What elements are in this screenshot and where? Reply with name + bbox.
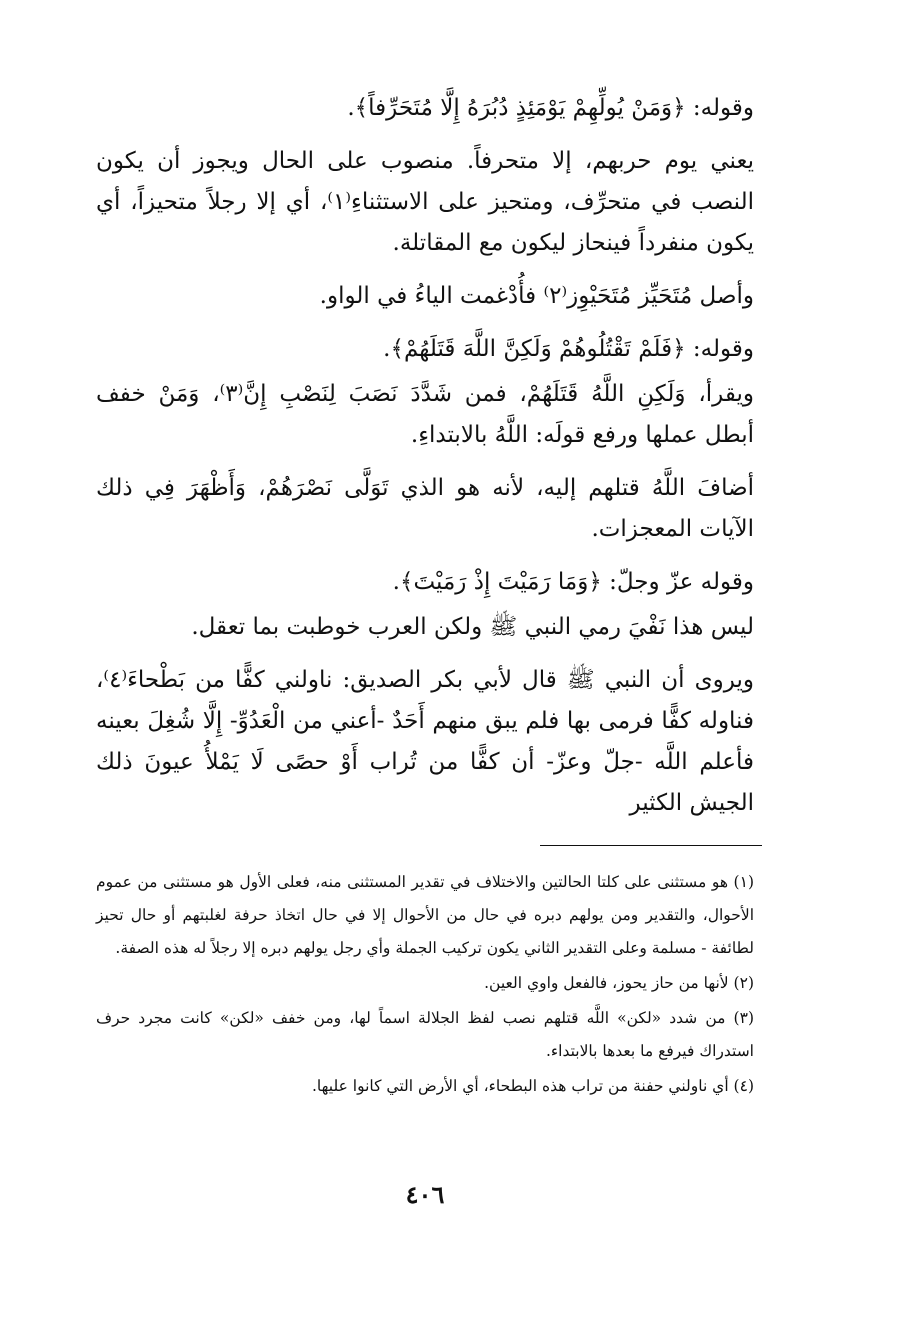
footnote-1: (١) هو مستثنى على كلتا الحالتين والاختلاف في تقدير المستثنى منه، فعلى الأول هو مستثنى من عموم الأحوال، والتقدير ومن يولهم دبره في حال من الأحوال إلا في حال اتخاذ حرفة لغلبتهم أو حال تحيز لطائفة - مسلمة وعلى التقدير الثاني يكون تركيب الجملة وأي رجل يولهم دبره إلا رجلاً له هذه الصفة. bbox=[96, 873, 754, 957]
verse-quote-1: وقوله: ﴿وَمَنْ يُولِّهِمْ يَوْمَئِذٍ دُبُرَهُ إِلَّا مُتَحَرِّفاً﴾. bbox=[347, 95, 754, 121]
footnote-4: (٤) أي ناولني حفنة من تراب هذه البطحاء، أي الأرض التي كانوا عليها. bbox=[311, 1077, 754, 1095]
footnote-3: (٣) من شدد «لكن» اللَّه قتلهم نصب لفظ الجلالة اسماً لها، ومن خفف «لكن» كانت مجرد حرف استدراك فيرفع ما بعدها بالابتداء. bbox=[96, 1009, 754, 1060]
commentary-paragraph-4: أضافَ اللَّهُ قتلهم إليه، لأنه هو الذي تَوَلَّى نَصْرَهُمْ، وَأَظْهَرَ فِي ذلك الآيات المعجزات. bbox=[96, 475, 754, 542]
verse-quote-2: وقوله: ﴿فَلَمْ تَقْتُلُوهُمْ وَلَكِنَّ اللَّهَ قَتَلَهُمْ﴾. bbox=[383, 336, 754, 362]
commentary-paragraph-3: ويقرأ، وَلَكِنِ اللَّهُ قَتَلَهُمْ، فمن شَدَّدَ نَصَبَ لِنَصْبِ إِنَّ⁽٣⁾، وَمَنْ خفف أبطل عملها ورفع قولَه: اللَّهُ بالابتداءِ. bbox=[96, 381, 754, 448]
commentary-paragraph-1: يعني يوم حربهم، إلا متحرفاً. منصوب على الحال ويجوز أن يكون النصب في متحرِّف، ومتحيز على الاستثناءِ⁽١⁾، أي إلا رجلاً متحيزاً، أي يكون منفرداً فينحاز ليكون مع المقاتلة. bbox=[96, 148, 754, 256]
commentary-paragraph-6: ويروى أن النبي ﷺ قال لأبي بكر الصديق: ناولني كفًّا من بَطْحاءَ⁽٤⁾، فناوله كفًّا فرمى بها فلم يبق منهم أَحَدٌ -أعني من الْعَدُوِّ- إِلَّا شُغِلَ بعينه فأعلم اللَّه -جلّ وعزّ- أن كفًّا من تُراب أَوْ حصًى لَا يَمْلأُ عيونَ ذلك الجيش الكثير bbox=[96, 667, 754, 816]
footnote-divider bbox=[540, 845, 762, 846]
commentary-paragraph-5: ليس هذا نَفْيَ رمي النبي ﷺ ولكن العرب خوطبت بما تعقل. bbox=[191, 614, 754, 640]
footnote-2: (٢) لأنها من حاز يحوز، فالفعل واوي العين. bbox=[484, 974, 754, 992]
main-text bbox=[96, 88, 754, 836]
page-number: ٤٠٦ bbox=[405, 1180, 445, 1209]
footnotes bbox=[96, 866, 754, 1105]
commentary-paragraph-2: وأصل مُتَحَيِّز مُتَحَيْوِز⁽٢⁾ فأُدْغمت الياءُ في الواو. bbox=[319, 283, 754, 309]
verse-quote-3: وقوله عزّ وجلّ: ﴿وَمَا رَمَيْتَ إِذْ رَمَيْتَ﴾. bbox=[392, 569, 754, 595]
